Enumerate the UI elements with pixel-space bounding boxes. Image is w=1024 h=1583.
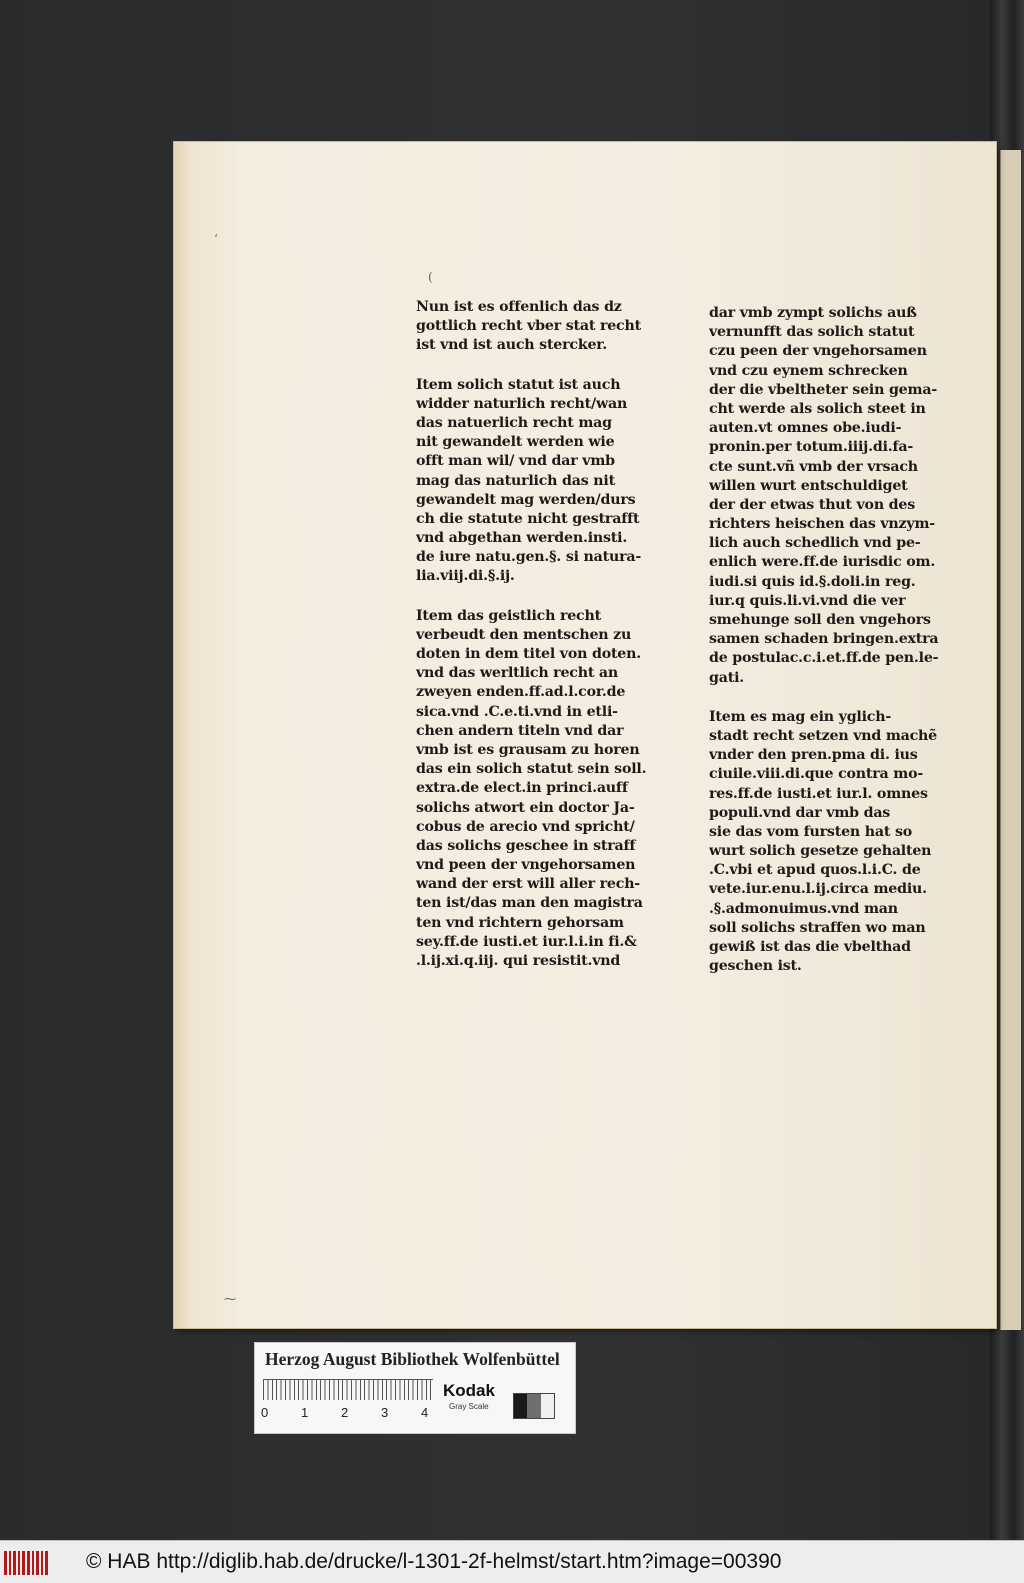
text-line: ch die statute nicht gestrafft <box>416 510 640 527</box>
text-line: gati. <box>709 669 744 686</box>
text-line: samen schaden bringen.extra <box>709 631 939 648</box>
institution-name: Herzog August Bibliothek Wolfenbüttel <box>265 1349 560 1369</box>
text-line: offt man wil/ vnd dar vmb <box>416 453 615 470</box>
scale-number: 1 <box>301 1405 309 1420</box>
text-line: ten vnd richtern gehorsam <box>416 914 624 931</box>
scale-number: 0 <box>261 1405 269 1420</box>
text-line: vnd peen der vngehorsamen <box>416 857 636 874</box>
text-line: nit gewandelt werden wie <box>416 434 615 451</box>
page-speck: ( <box>428 270 433 284</box>
text-line: vete.iur.enu.l.ij.circa mediu. <box>709 881 927 898</box>
text-line: Item das geistlich recht <box>416 607 601 624</box>
text-line: iur.q quis.li.vi.vnd die ver <box>709 592 906 609</box>
text-line: richters heischen das vnzym- <box>709 516 935 533</box>
text-line: ciuile.viii.di.que contra mo- <box>709 766 924 783</box>
text-line: soll solichs straffen wo man <box>709 919 926 936</box>
text-line: sica.vnd .C.e.ti.vnd in etli- <box>416 703 618 720</box>
text-line: .l.ij.xi.q.iij. qui resistit.vnd <box>416 953 621 969</box>
text-line: das natuerlich recht mag <box>416 414 612 431</box>
paragraph-gap <box>416 356 646 376</box>
text-line: der der etwas thut von des <box>709 496 916 513</box>
scale-number: 2 <box>341 1405 349 1420</box>
text-line: vmb ist es grausam zu horen <box>416 741 640 758</box>
text-line: doten in dem titel von doten. <box>416 646 641 662</box>
text-line: ist vnd ist auch stercker. <box>416 337 608 354</box>
text-line: der die vbeltheter sein gema- <box>709 381 938 398</box>
text-line: stadt recht setzen vnd machẽ <box>709 727 938 744</box>
hab-logo-icon <box>4 1551 48 1575</box>
text-line: verbeudt den mentschen zu <box>416 626 632 643</box>
text-line: res.ff.de iusti.et iur.l. omnes <box>709 785 928 802</box>
text-line: gottlich recht vber stat recht <box>416 318 641 335</box>
text-line: dar vmb zympt solichs auß <box>709 305 917 321</box>
text-line: ten ist/das man den magistra <box>416 895 643 912</box>
text-line: cht werde als solich steet in <box>709 400 926 417</box>
text-line: Nun ist es offenlich das dz <box>416 299 622 315</box>
footer-bar <box>0 1540 1024 1583</box>
text-line: widder naturlich recht/wan <box>416 395 628 412</box>
text-line: vnd abgethan werden.insti. <box>416 530 628 547</box>
book-page <box>174 142 996 1328</box>
page-speck: ⁓ <box>224 1292 236 1306</box>
text-line: pronin.per totum.iiij.di.fa- <box>709 439 914 456</box>
text-line: sie das vom fursten hat so <box>709 823 913 840</box>
gray-scale-label: Gray Scale <box>449 1402 489 1411</box>
text-line: zweyen enden.ff.ad.l.cor.de <box>416 684 626 701</box>
text-line: vnd das werltlich recht an <box>416 665 619 682</box>
text-line: de postulac.c.i.et.ff.de pen.le- <box>709 650 939 667</box>
text-line: cte sunt.vñ vmb der vrsach <box>709 458 918 475</box>
text-line: mag das naturlich das nit <box>416 472 615 489</box>
text-line: Item solich statut ist auch <box>416 376 621 393</box>
text-line: extra.de elect.in princi.auff <box>416 780 628 797</box>
text-line: sey.ff.de iusti.et iur.l.i.in fi.& <box>416 933 637 950</box>
text-line: lich auch schedlich vnd pe- <box>709 535 921 552</box>
text-line: das solichs geschee in straff <box>416 837 636 854</box>
text-column-right <box>709 304 938 976</box>
text-line: auten.vt omnes obe.iudi- <box>709 420 902 437</box>
text-line: populi.vnd dar vmb das <box>709 804 891 821</box>
text-line: geschen ist. <box>709 958 802 975</box>
text-line: vnd czu eynem schrecken <box>709 362 908 379</box>
gray-swatch <box>514 1394 527 1418</box>
source-caption: © HAB http://diglib.hab.de/drucke/l-1301-2f-helmst/start.htm?image=00390 <box>86 1550 782 1573</box>
paragraph-gap <box>709 688 938 708</box>
gray-swatch <box>541 1394 554 1418</box>
text-line: vnder den pren.pma di. ius <box>709 747 918 764</box>
text-line: wand der erst will aller rech- <box>416 876 640 893</box>
text-line: chen andern titeln vnd dar <box>416 722 624 739</box>
text-line: das ein solich statut sein soll. <box>416 761 647 778</box>
gray-swatches <box>513 1393 555 1419</box>
text-line: lia.viij.di.§.ij. <box>416 568 515 585</box>
text-line: wurt solich gesetze gehalten <box>709 843 932 860</box>
text-line: de iure natu.gen.§. si natura- <box>416 549 642 566</box>
text-line: .C.vbi et apud quos.l.i.C. de <box>709 862 921 879</box>
text-line: willen wurt entschuldiget <box>709 477 908 494</box>
page-speck: ‘ <box>214 232 218 246</box>
text-line: smehunge soll den vngehors <box>709 612 931 628</box>
text-line: czu peen der vngehorsamen <box>709 343 927 360</box>
text-line: solichs atwort ein doctor Ja- <box>416 799 635 816</box>
text-line: gewiß ist das die vbelthad <box>709 939 911 955</box>
text-column-left <box>416 298 646 971</box>
adjacent-page-edge <box>1000 150 1021 1330</box>
color-calibration-card <box>254 1342 576 1434</box>
scale-number: 4 <box>421 1405 429 1420</box>
text-line: iudi.si quis id.§.doli.in reg. <box>709 573 916 590</box>
text-line: vernunfft das solich statut <box>709 324 915 341</box>
text-line: gewandelt mag werden/durs <box>416 491 636 508</box>
kodak-logo: Kodak <box>443 1381 495 1400</box>
text-line: cobus de arecio vnd spricht/ <box>416 818 635 835</box>
paragraph-gap <box>416 587 646 607</box>
text-line: Item es mag ein yglich- <box>709 708 892 725</box>
text-line: .§.admonuimus.vnd man <box>709 900 898 917</box>
scale-ruler <box>263 1379 433 1400</box>
scale-number: 3 <box>381 1405 389 1420</box>
gray-swatch <box>527 1394 540 1418</box>
text-line: enlich were.ff.de iurisdic om. <box>709 554 936 571</box>
